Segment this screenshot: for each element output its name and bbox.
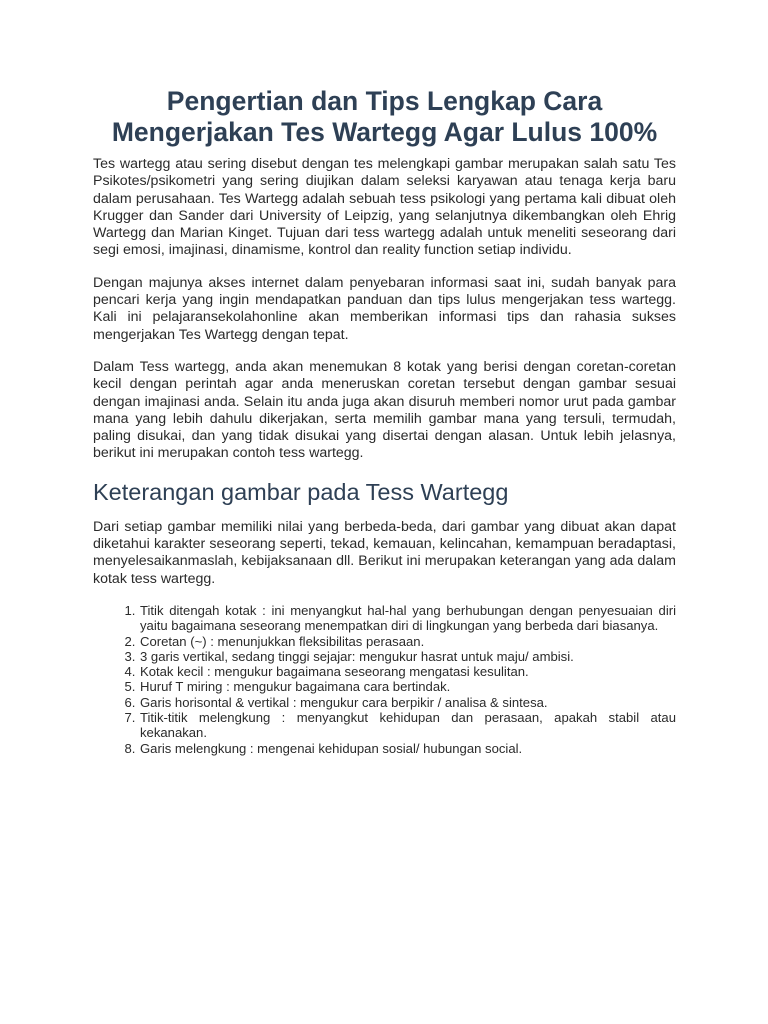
list-item: 2. Coretan (~) : menunjukkan fleksibilitas perasaan. bbox=[139, 634, 676, 649]
section-intro: Dari setiap gambar memiliki nilai yang berbeda-beda, dari gambar yang dibuat akan dapat diketahui karakter seseorang seperti, tekad, kemauan, kelincahan, kemampuan beradaptasi, menyelesaikanmaslah, kebijaksanaan dll. Berikut ini merupakan keterangan yang ada dalam kotak tess wartegg. bbox=[93, 518, 676, 587]
list-item: 4. Kotak kecil : mengukur bagaimana seseorang mengatasi kesulitan. bbox=[139, 664, 676, 679]
section-heading: Keterangan gambar pada Tess Wartegg bbox=[93, 478, 509, 505]
list-item: 5. Huruf T miring : mengukur bagaimana cara bertindak. bbox=[139, 679, 676, 694]
list-item: 1. Titik ditengah kotak : ini menyangkut hal-hal yang berhubungan dengan penyesuaian diri yaitu bagaimana seseorang menempatkan diri di lingkungan yang berbeda dari biasanya. bbox=[139, 603, 676, 634]
paragraph-intro: Tes wartegg atau sering disebut dengan tes melengkapi gambar merupakan salah satu Tes Psikotes/psikometri yang sering diujikan dalam seleksi karyawan atau tenaga kerja baru dalam perusahaan. Tes Wartegg adalah sebuah tess psikologi yang pertama kali dibuat oleh Krugger dan Sander dari University of Leipzig, yang selanjutnya dikembangkan oleh Ehrig Wartegg dan Marian Kinget. Tujuan dari tess wartegg adalah untuk meneliti seseorang dari segi emosi, imajinasi, dinamisme, kontrol dan reality function setiap individu. bbox=[93, 156, 676, 259]
list-item: 7. Titik-titik melengkung : menyangkut kehidupan dan perasaan, apakah stabil atau kekanakan. bbox=[139, 710, 676, 741]
list-item: 8. Garis melengkung : mengenai kehidupan sosial/ hubungan social. bbox=[139, 741, 676, 756]
paragraph-test-description: Dalam Tess wartegg, anda akan menemukan 8 kotak yang berisi dengan coretan-coretan kecil dengan perintah agar anda meneruskan coretan tersebut dengan gambar sesuai dengan imajinasi anda. Selain itu anda juga akan disuruh memberi nomor urut pada gambar mana yang lebih dahulu dikerjakan, serta memilih gambar mana yang tersuli, termudah, paling disukai, dan yang tidak disukai yang disertai dengan alasan. Untuk lebih jelasnya, berikut ini merupakan contoh tess wartegg. bbox=[93, 358, 676, 462]
document-title: Pengertian dan Tips Lengkap Cara Mengerjakan Tes Wartegg Agar Lulus 100% bbox=[111, 86, 658, 147]
list-item: 3. 3 garis vertikal, sedang tinggi sejajar: mengukur hasrat untuk maju/ ambisi. bbox=[139, 649, 676, 664]
paragraph-internet: Dengan majunya akses internet dalam penyebaran informasi saat ini, sudah banyak para pencari kerja yang ingin mendapatkan panduan dan tips lulus mengerjakan tess wartegg. Kali ini pelajaransekolahonline akan memberikan informasi tips dan rahasia sukses mengerjakan Tes Wartegg dengan tepat. bbox=[93, 274, 676, 343]
explanation-list bbox=[93, 603, 676, 756]
list-item: 6. Garis horisontal & vertikal : mengukur cara berpikir / analisa & sintesa. bbox=[139, 695, 676, 710]
